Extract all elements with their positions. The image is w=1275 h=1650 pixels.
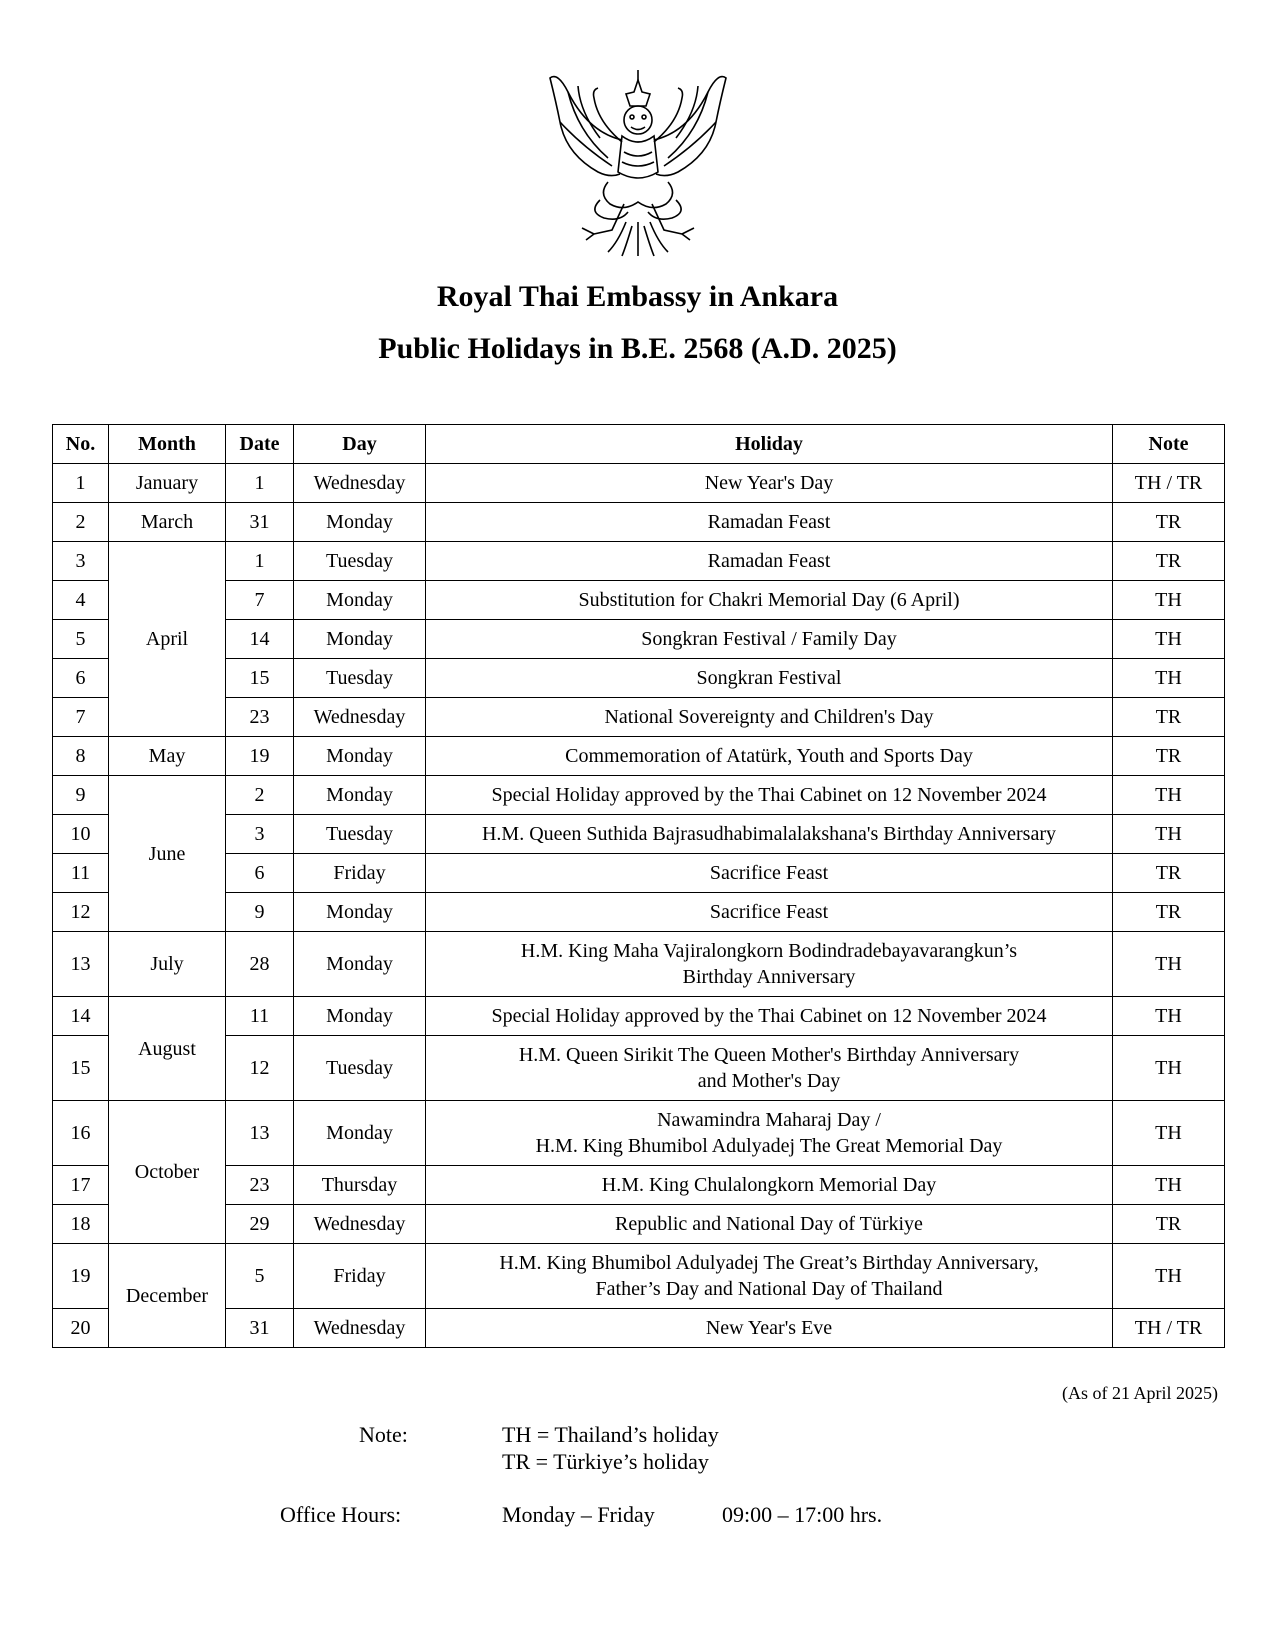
cell-no: 13 [53, 932, 109, 997]
table-row [53, 464, 1225, 503]
cell-day: Wednesday [294, 698, 426, 737]
cell-note: TH [1113, 581, 1225, 620]
cell-no: 16 [53, 1101, 109, 1166]
cell-month: May [109, 737, 226, 776]
cell-day: Tuesday [294, 659, 426, 698]
table-header-row [53, 425, 1225, 464]
cell-day: Wednesday [294, 1205, 426, 1244]
holiday-line: H.M. King Bhumibol Adulyadej The Great Memorial Day [535, 1135, 1003, 1157]
cell-date: 3 [226, 815, 294, 854]
cell-date: 23 [226, 698, 294, 737]
table-row [53, 698, 1225, 737]
cell-date: 2 [226, 776, 294, 815]
table-row [53, 620, 1225, 659]
cell-note: TH [1113, 815, 1225, 854]
cell-day: Wednesday [294, 464, 426, 503]
cell-holiday: Republic and National Day of Türkiye [426, 1205, 1113, 1244]
office-time: 09:00 – 17:00 hrs. [722, 1502, 883, 1527]
cell-no: 20 [53, 1309, 109, 1348]
cell-holiday: Commemoration of Atatürk, Youth and Sports Day [426, 737, 1113, 776]
cell-date: 28 [226, 932, 294, 997]
cell-holiday: Sacrifice Feast [426, 854, 1113, 893]
holiday-line: and Mother's Day [697, 1070, 841, 1092]
cell-note: TR [1113, 737, 1225, 776]
cell-day: Monday [294, 737, 426, 776]
cell-note: TH [1113, 997, 1225, 1036]
cell-no: 18 [53, 1205, 109, 1244]
cell-day: Monday [294, 893, 426, 932]
holiday-line: Nawamindra Maharaj Day / [657, 1109, 881, 1131]
column-header-date: Date [226, 425, 294, 464]
holiday-line: H.M. Queen Sirikit The Queen Mother's Birthday Anniversary [518, 1044, 1020, 1066]
cell-holiday: National Sovereignty and Children's Day [426, 698, 1113, 737]
table-row [53, 581, 1225, 620]
cell-holiday: Ramadan Feast [426, 503, 1113, 542]
table-row [53, 503, 1225, 542]
cell-note: TH [1113, 1036, 1225, 1101]
table-row [53, 1205, 1225, 1244]
office-hours-label: Office Hours: [280, 1502, 402, 1527]
holidays-table [52, 424, 1225, 1348]
holiday-line: Birthday Anniversary [682, 966, 856, 988]
page-subtitle: Public Holidays in B.E. 2568 (A.D. 2025) [378, 332, 897, 365]
cell-month: July [109, 932, 226, 997]
column-header-day: Day [294, 425, 426, 464]
cell-date: 19 [226, 737, 294, 776]
legend-tr: TR = Türkiye’s holiday [502, 1449, 709, 1474]
cell-day: Friday [294, 1244, 426, 1309]
column-header-note: Note [1113, 425, 1225, 464]
cell-no: 9 [53, 776, 109, 815]
cell-holiday: New Year's Eve [426, 1309, 1113, 1348]
office-days: Monday – Friday [502, 1502, 655, 1527]
cell-holiday: H.M. King Chulalongkorn Memorial Day [426, 1166, 1113, 1205]
cell-holiday [426, 1036, 1113, 1101]
cell-day: Monday [294, 1101, 426, 1166]
cell-day: Monday [294, 581, 426, 620]
cell-date: 31 [226, 1309, 294, 1348]
cell-no: 15 [53, 1036, 109, 1101]
garuda-emblem-icon [538, 62, 738, 262]
cell-no: 14 [53, 997, 109, 1036]
cell-note: TH [1113, 620, 1225, 659]
cell-date: 23 [226, 1166, 294, 1205]
cell-note: TR [1113, 854, 1225, 893]
cell-holiday: Special Holiday approved by the Thai Cabinet on 12 November 2024 [426, 776, 1113, 815]
cell-date: 15 [226, 659, 294, 698]
table-row [53, 659, 1225, 698]
cell-day: Wednesday [294, 1309, 426, 1348]
cell-day: Friday [294, 854, 426, 893]
cell-no: 8 [53, 737, 109, 776]
table-row [53, 893, 1225, 932]
legend-th: TH = Thailand’s holiday [502, 1422, 719, 1447]
table-row [53, 932, 1225, 997]
table-row [53, 737, 1225, 776]
cell-date: 1 [226, 542, 294, 581]
cell-holiday: Substitution for Chakri Memorial Day (6 April) [426, 581, 1113, 620]
table-row [53, 542, 1225, 581]
cell-no: 11 [53, 854, 109, 893]
table-row [53, 815, 1225, 854]
cell-day: Monday [294, 620, 426, 659]
cell-no: 4 [53, 581, 109, 620]
note-label: Note: [359, 1422, 408, 1447]
cell-note: TH / TR [1113, 464, 1225, 503]
cell-holiday: Ramadan Feast [426, 542, 1113, 581]
cell-note: TR [1113, 1205, 1225, 1244]
cell-holiday [426, 932, 1113, 997]
cell-no: 6 [53, 659, 109, 698]
table-row [53, 1036, 1225, 1101]
table-row [53, 1166, 1225, 1205]
cell-note: TH / TR [1113, 1309, 1225, 1348]
cell-month: January [109, 464, 226, 503]
cell-note: TR [1113, 503, 1225, 542]
cell-holiday: Sacrifice Feast [426, 893, 1113, 932]
table-row [53, 1309, 1225, 1348]
cell-date: 29 [226, 1205, 294, 1244]
cell-month: June [109, 776, 226, 932]
cell-date: 12 [226, 1036, 294, 1101]
table-row [53, 997, 1225, 1036]
cell-note: TR [1113, 698, 1225, 737]
cell-day: Monday [294, 997, 426, 1036]
cell-holiday: Songkran Festival / Family Day [426, 620, 1113, 659]
cell-no: 7 [53, 698, 109, 737]
cell-no: 5 [53, 620, 109, 659]
cell-note: TH [1113, 1101, 1225, 1166]
cell-note: TR [1113, 542, 1225, 581]
cell-note: TH [1113, 776, 1225, 815]
cell-holiday [426, 1244, 1113, 1309]
table-row [53, 854, 1225, 893]
cell-no: 3 [53, 542, 109, 581]
cell-note: TH [1113, 1244, 1225, 1309]
cell-no: 1 [53, 464, 109, 503]
cell-month: March [109, 503, 226, 542]
cell-day: Monday [294, 776, 426, 815]
cell-holiday [426, 1101, 1113, 1166]
cell-date: 14 [226, 620, 294, 659]
column-header-month: Month [109, 425, 226, 464]
cell-no: 12 [53, 893, 109, 932]
holiday-line: H.M. King Bhumibol Adulyadej The Great’s Birthday Anniversary, [499, 1252, 1039, 1274]
cell-day: Monday [294, 503, 426, 542]
cell-month: October [109, 1101, 226, 1244]
cell-day: Tuesday [294, 542, 426, 581]
cell-no: 19 [53, 1244, 109, 1309]
cell-holiday: Special Holiday approved by the Thai Cabinet on 12 November 2024 [426, 997, 1113, 1036]
cell-date: 7 [226, 581, 294, 620]
holiday-line: H.M. King Maha Vajiralongkorn Bodindradebayavarangkun’s [520, 940, 1018, 962]
as-of-date: (As of 21 April 2025) [1062, 1383, 1218, 1403]
cell-no: 17 [53, 1166, 109, 1205]
cell-holiday: Songkran Festival [426, 659, 1113, 698]
column-header-no: No. [53, 425, 109, 464]
cell-date: 5 [226, 1244, 294, 1309]
cell-date: 6 [226, 854, 294, 893]
cell-note: TH [1113, 1166, 1225, 1205]
cell-day: Tuesday [294, 1036, 426, 1101]
page-title: Royal Thai Embassy in Ankara [436, 280, 839, 313]
cell-month: April [109, 542, 226, 737]
cell-note: TR [1113, 893, 1225, 932]
cell-note: TH [1113, 659, 1225, 698]
cell-month: August [109, 997, 226, 1101]
cell-day: Tuesday [294, 815, 426, 854]
table-row [53, 1244, 1225, 1309]
cell-date: 9 [226, 893, 294, 932]
cell-no: 10 [53, 815, 109, 854]
cell-month: December [109, 1244, 226, 1348]
cell-date: 11 [226, 997, 294, 1036]
cell-day: Thursday [294, 1166, 426, 1205]
cell-date: 31 [226, 503, 294, 542]
cell-day: Monday [294, 932, 426, 997]
table-row [53, 776, 1225, 815]
cell-date: 1 [226, 464, 294, 503]
holiday-line: Father’s Day and National Day of Thailand [595, 1278, 943, 1300]
table-row [53, 1101, 1225, 1166]
cell-holiday: New Year's Day [426, 464, 1113, 503]
cell-holiday: H.M. Queen Suthida Bajrasudhabimalalakshana's Birthday Anniversary [426, 815, 1113, 854]
cell-note: TH [1113, 932, 1225, 997]
cell-no: 2 [53, 503, 109, 542]
column-header-holiday: Holiday [426, 425, 1113, 464]
cell-date: 13 [226, 1101, 294, 1166]
